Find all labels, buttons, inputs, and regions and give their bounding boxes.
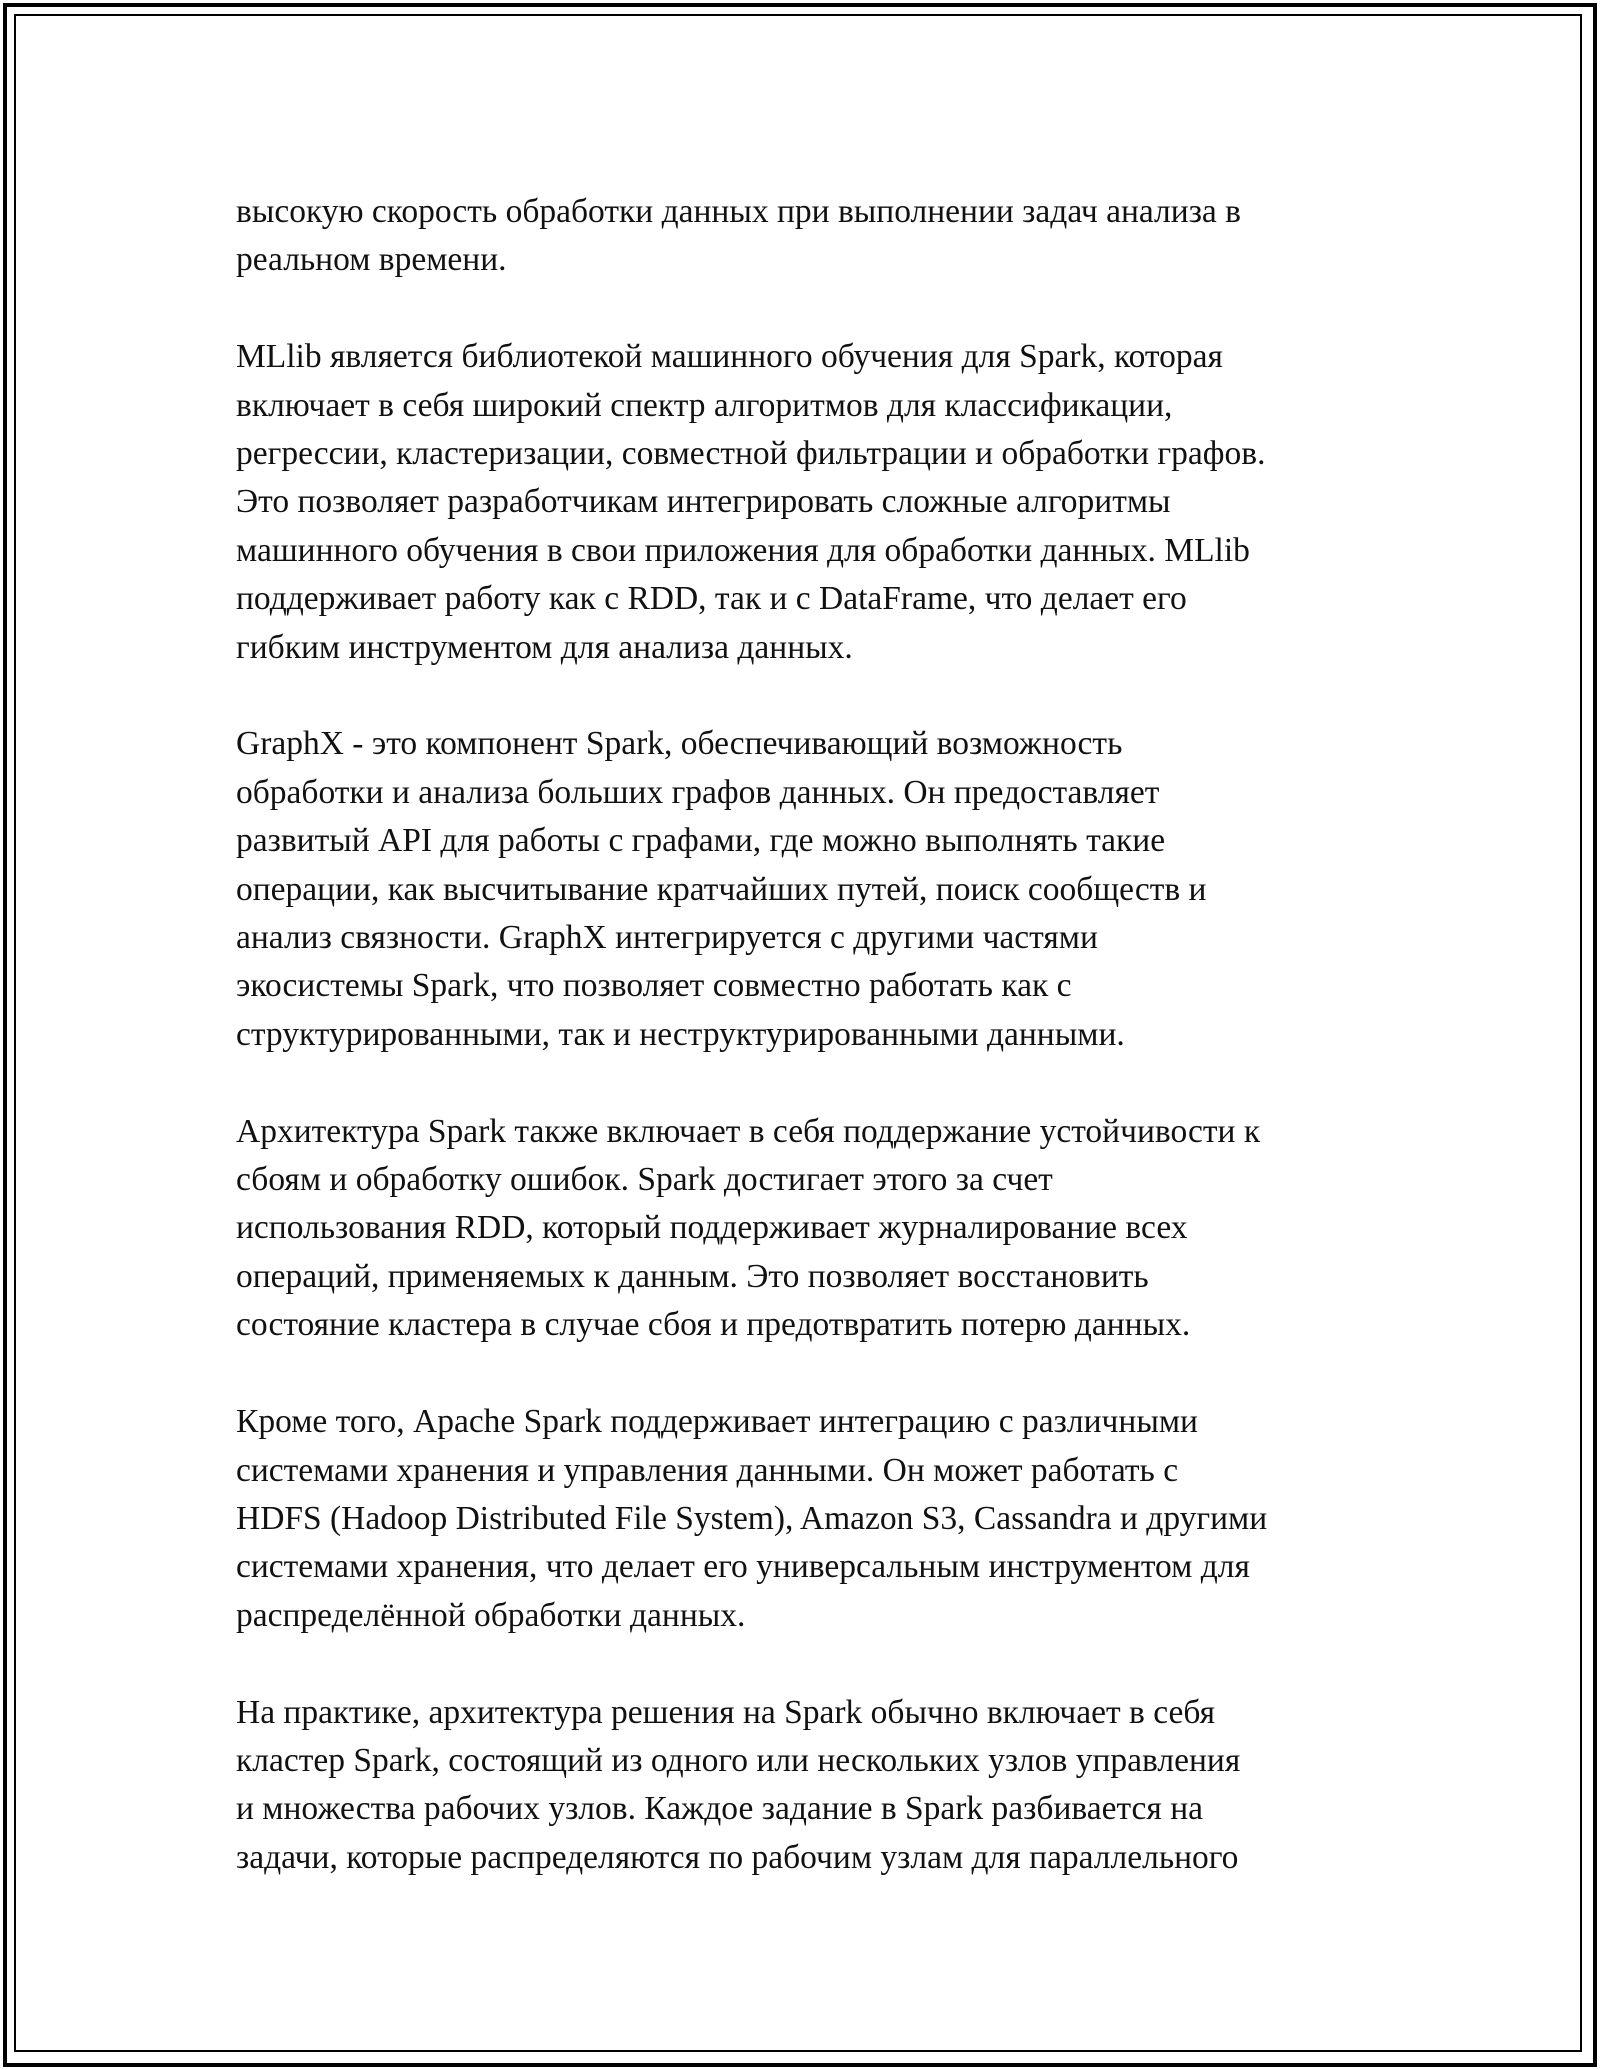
text-line: машинного обучения в свои приложения для обработки данных. MLlib (236, 531, 1250, 569)
text-line: системами хранения, что делает его универсальным инструментом для (236, 1548, 1250, 1586)
text-line: структурированными, так и неструктурированными данными. (236, 1015, 1125, 1053)
text-line: системами хранения и управления данными. Он может работать с (236, 1451, 1179, 1489)
text-line: задачи, которые распределяются по рабочим узлам для параллельного (236, 1838, 1239, 1876)
text-line: распределённой обработки данных. (236, 1596, 746, 1634)
paragraph-2 (236, 333, 1396, 672)
text-line: обработки и анализа больших графов данных. Он предоставляет (236, 773, 1160, 811)
text-line: анализ связности. GraphX интегрируется с другими частями (236, 919, 1098, 957)
text-line: гибким инструментом для анализа данных. (236, 628, 853, 666)
text-line: операции, как высчитывание кратчайших путей, поиск сообществ и (236, 870, 1207, 908)
paragraph-3 (236, 720, 1396, 1059)
paragraph-5 (236, 1398, 1396, 1640)
text-line: высокую скорость обработки данных при выполнении задач анализа в (236, 193, 1241, 230)
text-line: поддерживает работу как с RDD, так и с DataFrame, что делает его (236, 580, 1187, 618)
text-line: На практике, архитектура решения на Spark обычно включает в себя (236, 1693, 1215, 1731)
text-line: HDFS (Hadoop Distributed File System), Amazon S3, Cassandra и другими (236, 1499, 1268, 1537)
text-line: экосистемы Spark, что позволяет совместно работать как с (236, 967, 1072, 1005)
text-line: использования RDD, который поддерживает журналирование всех (236, 1209, 1188, 1247)
text-line: GraphX - это компонент Spark, обеспечивающий возможность (236, 725, 1123, 763)
text-line: операций, применяемых к данным. Это позволяет восстановить (236, 1257, 1149, 1295)
text-line: Архитектура Spark также включает в себя поддержание устойчивости к (236, 1112, 1261, 1150)
text-line: реальном времени. (236, 241, 507, 279)
text-line: MLlib является библиотекой машинного обучения для Spark, которая (236, 338, 1223, 376)
paragraph-1 (236, 188, 1396, 285)
text-line: состояние кластера в случае сбоя и предотвратить потерю данных. (236, 1306, 1191, 1344)
text-line: и множества рабочих узлов. Каждое задание в Spark разбивается на (236, 1790, 1203, 1828)
text-line: Это позволяет разработчикам интегрировать сложные алгоритмы (236, 483, 1171, 521)
text-line: сбоям и обработку ошибок. Spark достигает этого за счет (236, 1161, 1053, 1199)
paragraph-6 (236, 1689, 1396, 1883)
page-body (236, 188, 1396, 1931)
text-line: развитый API для работы с графами, где можно выполнять такие (236, 822, 1166, 860)
text-line: включает в себя широкий спектр алгоритмов для классификации, (236, 386, 1173, 424)
text-line: регрессии, кластеризации, совместной фильтрации и обработки графов. (236, 435, 1266, 473)
paragraph-4 (236, 1108, 1396, 1350)
text-line: Кроме того, Apache Spark поддерживает интеграцию с различными (236, 1403, 1198, 1441)
text-line: кластер Spark, состоящий из одного или нескольких узлов управления (236, 1741, 1241, 1779)
